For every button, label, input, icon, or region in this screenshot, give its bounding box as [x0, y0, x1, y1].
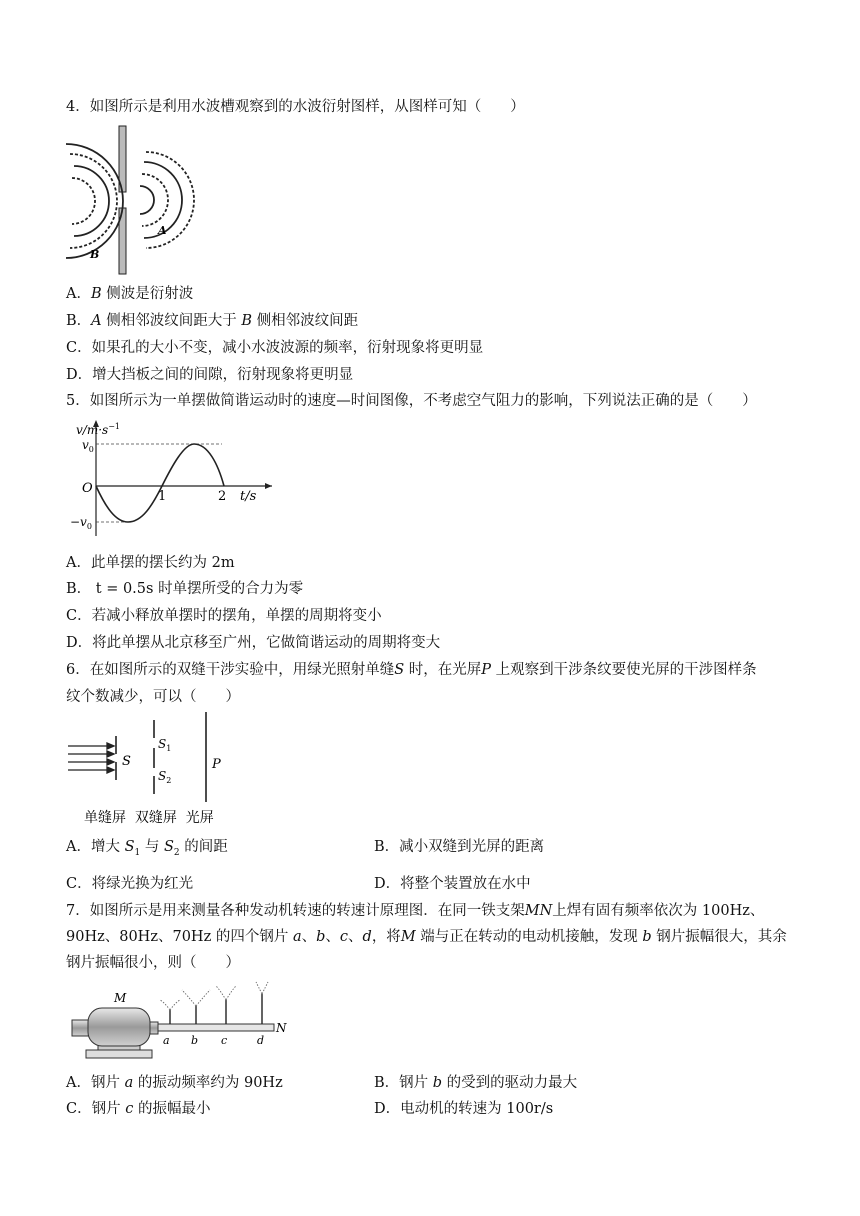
q7-stem-line3: 钢片振幅很小，则（ ） — [66, 955, 240, 971]
q6-option-a: A．增大 $S_1$ 与 $S_2$ 的间距 — [66, 839, 228, 858]
q5-option-d: D．将此单摆从北京移至广州，它做简谐运动的周期将变大 — [66, 635, 441, 651]
q6-label-S1: $S_1$ — [158, 737, 172, 753]
q7-label-d: d — [257, 1034, 265, 1047]
q6-stem-line1: 6．在如图所示的双缝干涉实验中，用绿光照射单缝S 时，在光屏P 上观察到干涉条纹要使光屏的干涉图样条 — [66, 662, 757, 678]
q7-option-d: D．电动机的转速为 100r/s — [374, 1101, 554, 1117]
q7-option-b: B．钢片 b 的受到的驱动力最大 — [374, 1075, 578, 1091]
q7-stem-line1: 7．如图所示是用来测量各种发动机转速的转速计原理图．在同一铁支架MN上焊有固有频率依次为 100Hz、 — [66, 903, 765, 919]
q5-stem: 5．如图所示为一单摆做简谐运动时的速度—时间图像，不考虑空气阻力的影响，下列说法正确的是（ ） — [66, 393, 757, 409]
q6-stem-line2: 纹个数减少，可以（ ） — [66, 689, 240, 705]
q4-label-A: A — [158, 224, 167, 237]
q5-tick-2: 2 — [218, 489, 227, 504]
q6-double-slit-figure — [66, 710, 236, 830]
q7-label-M: M — [114, 991, 127, 1005]
q5-xlabel: t/s — [240, 489, 257, 504]
q7-option-a: A．钢片 a 的振动频率约为 90Hz — [66, 1075, 283, 1091]
q5-option-a: A．此单摆的摆长约为 2m — [66, 555, 235, 571]
q5-tick-1: 1 — [158, 489, 167, 504]
q5-option-b: B． t = 0.5s 时单摆所受的合力为零 — [66, 581, 304, 597]
q5-origin-label: O — [82, 481, 93, 496]
q7-label-c: c — [221, 1034, 228, 1047]
q6-label-P: P — [212, 757, 221, 772]
q4-label-B: B — [90, 248, 100, 261]
q7-tachometer-figure — [70, 980, 300, 1066]
q5-v0-label: $v_0$ — [82, 438, 94, 454]
q4-option-b: B．A 侧相邻波纹间距大于 B 侧相邻波纹间距 — [66, 313, 359, 329]
q4-option-d: D．增大挡板之间的间隙，衍射现象将更明显 — [66, 367, 354, 383]
q6-option-b: B．减小双缝到光屏的距离 — [374, 839, 545, 855]
q4-stem: 4．如图所示是利用水波槽观察到的水波衍射图样，从图样可知（ ） — [66, 99, 525, 115]
q4-option-a: A．B 侧波是衍射波 — [66, 286, 194, 302]
q5-option-c: C．若减小释放单摆时的摆角，单摆的周期将变小 — [66, 608, 382, 624]
q7-stem-line2: 90Hz、80Hz、70Hz 的四个钢片 a、b、c、d，将M 端与正在转动的电动机接触，发现 b 钢片振幅很大，其余 — [66, 929, 787, 945]
q6-label-S2: $S_2$ — [158, 769, 172, 785]
q5-neg-v0-label: $-v_0$ — [70, 515, 92, 531]
q7-label-b: b — [191, 1034, 199, 1047]
q4-diffraction-figure — [66, 126, 176, 276]
q6-option-d: D．将整个装置放在水中 — [374, 876, 531, 892]
q6-figure-caption: 单缝屏 双缝屏 光屏 — [84, 810, 214, 826]
q4-option-c: C．如果孔的大小不变，减小水波波源的频率，衍射现象将更明显 — [66, 340, 484, 356]
q5-sine-curve — [96, 444, 227, 522]
q7-label-a: a — [163, 1034, 170, 1047]
q6-label-S: S — [122, 754, 131, 769]
q7-option-c: C．钢片 c 的振幅最小 — [66, 1101, 211, 1117]
q7-label-N: N — [276, 1021, 287, 1035]
q5-ylabel: $v/m\cdot s^{-1}$ — [76, 422, 120, 437]
q6-option-c: C．将绿光换为红光 — [66, 876, 194, 892]
q5-velocity-time-graph — [72, 418, 272, 538]
